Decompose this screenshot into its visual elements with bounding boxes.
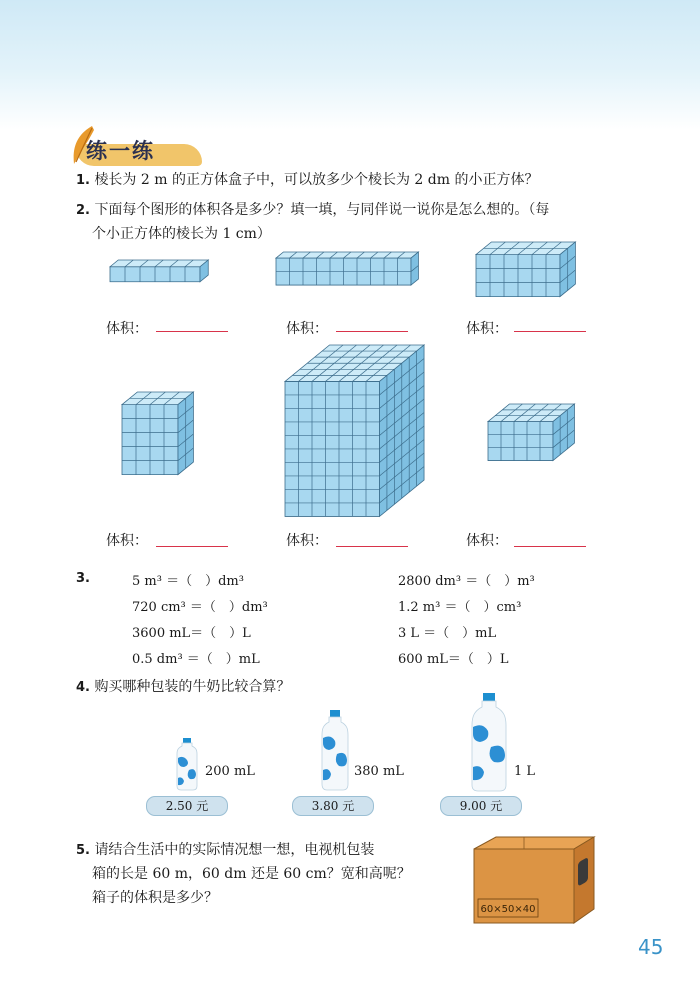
question-number: 3. — [76, 571, 90, 586]
box-label: 60×50×40 — [480, 904, 536, 915]
conversion-item: 1.2 m³ ＝（ ）cm³ — [398, 600, 522, 615]
cube-figure-3 — [476, 242, 586, 312]
volume-label: 体积： — [106, 533, 148, 549]
question-2 — [76, 198, 549, 223]
question-5-line3: 箱子的体积是多少？ — [92, 890, 218, 906]
conversion-item: 720 cm³ ＝（ ）dm³ — [132, 600, 268, 615]
question-5-line2: 箱的长是 60 m，60 dm 还是 60 cm？宽和高呢？ — [92, 866, 411, 882]
bottle-volume: 200 mL — [205, 764, 255, 779]
volume-label: 体积： — [106, 321, 148, 337]
bottle-volume: 1 L — [514, 764, 536, 779]
question-number: 5. — [76, 843, 90, 858]
conversion-item: 2800 dm³ ＝（ ）m³ — [398, 574, 535, 589]
question-text: 请结合生活中的实际情况想一想，电视机包装 — [94, 842, 375, 858]
question-3 — [76, 566, 90, 591]
cube-figure-6 — [488, 404, 578, 474]
price-tag: 2.50 元 — [146, 796, 228, 816]
answer-blank[interactable] — [156, 330, 228, 332]
milk-bottle-large — [470, 693, 508, 791]
conversion-item: 5 m³ ＝（ ）dm³ — [132, 574, 244, 589]
volume-label: 体积： — [466, 533, 508, 549]
question-text: 棱长为 2 m 的正方体盒子中，可以放多少个棱长为 2 dm 的小正方体？ — [94, 172, 539, 188]
conversion-item: 0.5 dm³ ＝（ ）mL — [132, 652, 260, 667]
answer-blank[interactable] — [336, 545, 408, 547]
question-5 — [76, 838, 374, 863]
answer-blank[interactable] — [336, 330, 408, 332]
conversion-item: 3600 mL＝（ ）L — [132, 626, 251, 641]
cube-figure-5 — [285, 345, 415, 515]
answer-blank[interactable] — [156, 545, 228, 547]
cube-figure-1 — [110, 260, 210, 290]
volume-label: 体积： — [466, 321, 508, 337]
question-number: 1. — [76, 173, 90, 188]
question-text: 购买哪种包装的牛奶比较合算？ — [94, 679, 291, 695]
conversion-item: 3 L ＝（ ）mL — [398, 626, 497, 641]
page-number: 45 — [638, 935, 664, 959]
conversion-item: 600 mL＝（ ）L — [398, 652, 509, 667]
top-banner — [0, 0, 700, 130]
question-number: 2. — [76, 203, 90, 218]
milk-bottle-medium — [320, 710, 350, 790]
question-text: 下面每个图形的体积各是多少？填一填，与同伴说一说你是怎么想的。（每 — [94, 202, 550, 218]
tv-box-illustration — [470, 835, 595, 930]
question-4 — [76, 675, 290, 700]
answer-blank[interactable] — [514, 330, 586, 332]
bottle-volume: 380 mL — [354, 764, 404, 779]
volume-label: 体积： — [286, 321, 328, 337]
price-tag: 3.80 元 — [292, 796, 374, 816]
milk-bottle-small — [175, 738, 199, 790]
price-tag: 9.00 元 — [440, 796, 522, 816]
question-1 — [76, 168, 538, 193]
answer-blank[interactable] — [514, 545, 586, 547]
section-header — [68, 124, 218, 172]
cube-figure-4 — [122, 392, 202, 492]
volume-label: 体积： — [286, 533, 328, 549]
cube-figure-2 — [276, 252, 426, 302]
section-title: 练一练 — [86, 139, 155, 163]
question-2-line2: 个小正方体的棱长为 1 cm） — [92, 226, 271, 242]
question-number: 4. — [76, 680, 90, 695]
